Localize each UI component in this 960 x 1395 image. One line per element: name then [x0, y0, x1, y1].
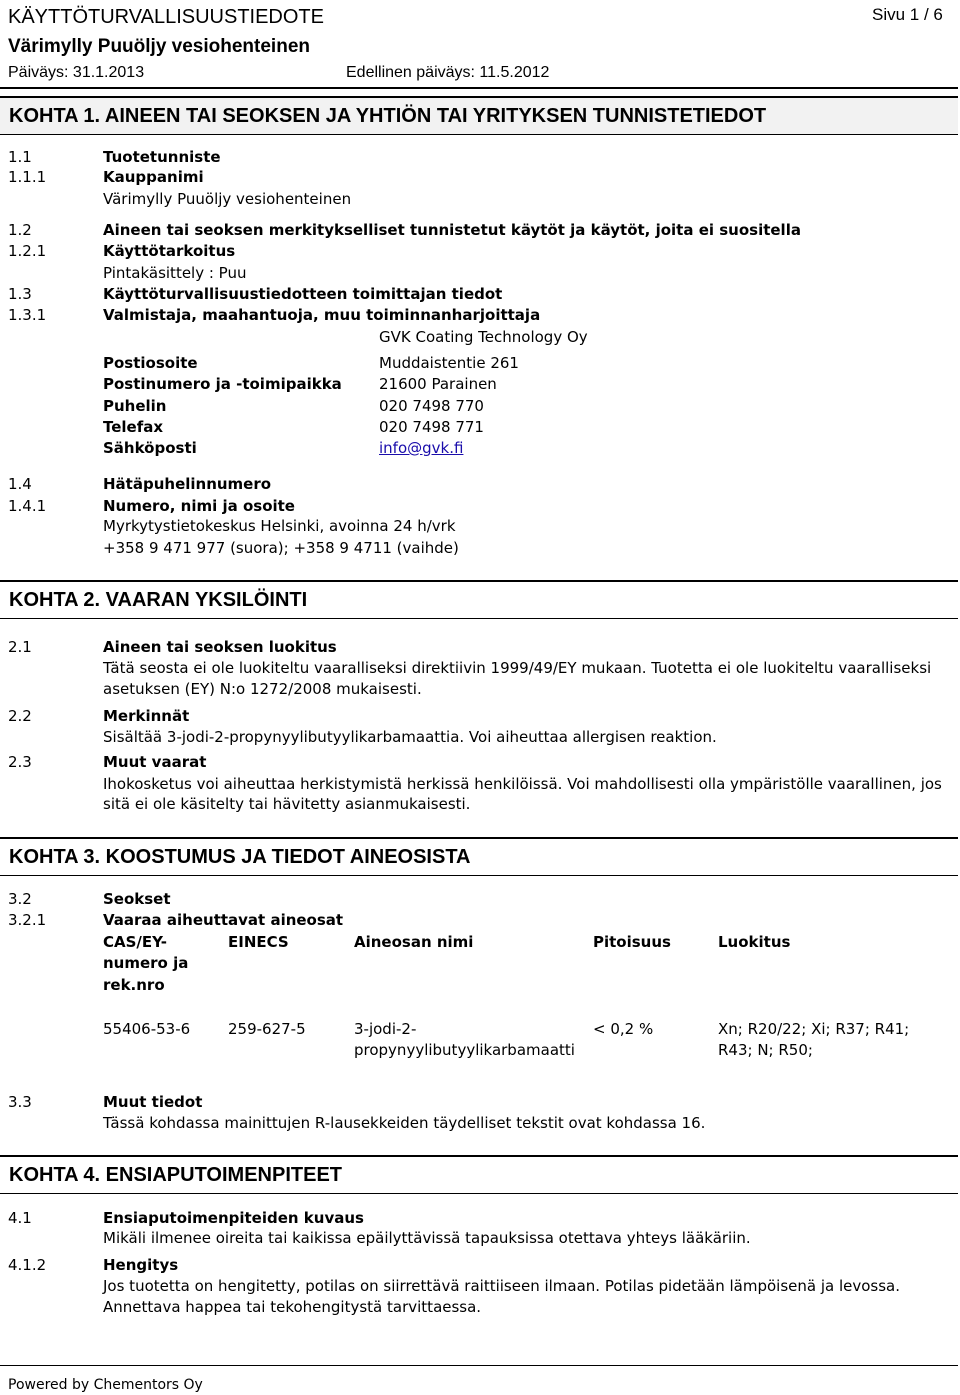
item-label: Seokset	[103, 890, 171, 908]
table-header-name: Aineosan nimi	[354, 933, 474, 951]
item-number: 1.1.1	[8, 168, 47, 186]
email-link[interactable]: info@gvk.fi	[379, 439, 464, 457]
item-number: 2.1	[8, 638, 32, 656]
item-number: 1.2.1	[8, 242, 47, 260]
item-label: Aineen tai seoksen merkitykselliset tunnistetut käytöt ja käytöt, joita ei suositella	[103, 221, 801, 239]
section-2-header	[0, 580, 958, 618]
item-label: Aineen tai seoksen luokitus	[103, 638, 337, 656]
table-header-classification: Luokitus	[718, 933, 791, 951]
item-label: Käyttöturvallisuustiedotteen toimittajan tiedot	[103, 285, 503, 303]
table-cell-einecs: 259-627-5	[228, 1020, 306, 1038]
table-cell-classification: Xn; R20/22; Xi; R37; R41;	[718, 1020, 910, 1038]
item-label: Valmistaja, maahantuoja, muu toiminnanharjoittaja	[103, 306, 541, 324]
footer-rule	[0, 1365, 958, 1366]
table-header-einecs: EINECS	[228, 933, 289, 951]
contact-label: Postiosoite	[103, 354, 198, 372]
table-header-concentration: Pitoisuus	[593, 933, 671, 951]
footer-text: Powered by Chementors Oy	[8, 1377, 203, 1393]
contact-value: 020 7498 771	[379, 418, 484, 436]
body-text: Ihokosketus voi aiheuttaa herkistymistä herkissä henkilöissä. Voi mahdollisesti olla ympäristölle vaarallinen, jos	[103, 775, 942, 793]
item-number: 1.3	[8, 285, 32, 303]
item-number: 2.3	[8, 753, 32, 771]
section-3-title: KOHTA 3. KOOSTUMUS JA TIEDOT AINEOSISTA	[9, 846, 471, 868]
body-text: Mikäli ilmenee oireita tai kaikissa epäilyttävissä tapauksissa otettava yhteys lääkäriin.	[103, 1229, 751, 1247]
header-rule	[0, 87, 958, 89]
contact-value: Muddaistentie 261	[379, 354, 519, 372]
section-1-rule	[0, 134, 958, 135]
table-cell-cas: 55406-53-6	[103, 1020, 191, 1038]
body-text: Sisältää 3-jodi-2-propynyylibutyylikarbamaattia. Voi aiheuttaa allergisen reaktion.	[103, 728, 717, 746]
issue-date: Päiväys: 31.1.2013	[8, 64, 145, 81]
item-label: Vaaraa aiheuttavat aineosat	[103, 911, 344, 929]
item-label: Ensiaputoimenpiteiden kuvaus	[103, 1209, 364, 1227]
section-4-rule	[0, 1193, 958, 1194]
item-number: 1.2	[8, 221, 32, 239]
section-1-header	[0, 96, 958, 134]
item-number: 3.2.1	[8, 911, 47, 929]
section-3-header	[0, 837, 958, 875]
item-number: 3.2	[8, 890, 32, 908]
item-label: Merkinnät	[103, 707, 190, 725]
body-text: Jos tuotetta on hengitetty, potilas on siirrettävä raittiiseen ilmaan. Potilas pidetään lämpöisenä ja levossa.	[103, 1277, 901, 1295]
trade-name-value: Värimylly Puuöljy vesiohenteinen	[103, 190, 352, 208]
use-value: Pintakäsittely : Puu	[103, 264, 247, 282]
table-cell-name: propynyylibutyylikarbamaatti	[354, 1041, 575, 1059]
item-number: 4.1.2	[8, 1256, 47, 1274]
table-cell-concentration: < 0,2 %	[593, 1020, 654, 1038]
page-indicator: Sivu 1 / 6	[872, 5, 943, 24]
item-number: 2.2	[8, 707, 32, 725]
section-2-rule	[0, 618, 958, 619]
product-name: Värimylly Puuöljy vesiohenteinen	[8, 36, 310, 57]
table-cell-classification: R43; N; R50;	[718, 1041, 813, 1059]
item-number: 1.4.1	[8, 497, 47, 515]
company-name: GVK Coating Technology Oy	[379, 328, 588, 346]
contact-label: Postinumero ja -toimipaikka	[103, 375, 342, 393]
body-text: sitä ei ole käsitelty tai hävitetty asianmukaisesti.	[103, 795, 471, 813]
section-4-title: KOHTA 4. ENSIAPUTOIMENPITEET	[9, 1164, 342, 1186]
emergency-line: +358 9 471 977 (suora); +358 9 4711 (vaihde)	[103, 539, 459, 557]
table-header-cas: rek.nro	[103, 976, 165, 994]
document-title: KÄYTTÖTURVALLISUUSTIEDOTE	[8, 6, 324, 28]
item-number: 1.3.1	[8, 306, 47, 324]
contact-value: 21600 Parainen	[379, 375, 497, 393]
item-number: 3.3	[8, 1093, 32, 1111]
item-number: 4.1	[8, 1209, 32, 1227]
item-label: Muut tiedot	[103, 1093, 203, 1111]
item-label: Hengitys	[103, 1256, 179, 1274]
section-4-header	[0, 1155, 958, 1193]
section-3-rule	[0, 875, 958, 876]
item-label: Tuotetunniste	[103, 148, 221, 166]
contact-label: Telefax	[103, 418, 164, 436]
body-text: asetuksen (EY) N:o 1272/2008 mukaisesti.	[103, 680, 422, 698]
body-text: Annettava happea tai tekohengitystä tarvittaessa.	[103, 1298, 482, 1316]
contact-value: 020 7498 770	[379, 397, 484, 415]
contact-label: Puhelin	[103, 397, 167, 415]
section-2-title: KOHTA 2. VAARAN YKSILÖINTI	[9, 589, 308, 611]
section-1-title: KOHTA 1. AINEEN TAI SEOKSEN JA YHTIÖN TAI YRITYKSEN TUNNISTETIEDOT	[9, 105, 767, 127]
previous-date: Edellinen päiväys: 11.5.2012	[346, 64, 550, 81]
table-header-cas: numero ja	[103, 954, 189, 972]
item-label: Kauppanimi	[103, 168, 204, 186]
item-number: 1.4	[8, 475, 32, 493]
item-label: Hätäpuhelinnumero	[103, 475, 272, 493]
item-label: Numero, nimi ja osoite	[103, 497, 295, 515]
item-number: 1.1	[8, 148, 32, 166]
table-cell-name: 3-jodi-2-	[354, 1020, 417, 1038]
table-header-cas: CAS/EY-	[103, 933, 168, 951]
body-text: Tätä seosta ei ole luokiteltu vaaralliseksi direktiivin 1999/49/EY mukaan. Tuotetta ei ole luokiteltu vaaralliseksi	[103, 659, 932, 677]
contact-label: Sähköposti	[103, 439, 197, 457]
item-label: Käyttötarkoitus	[103, 242, 236, 260]
emergency-line: Myrkytystietokeskus Helsinki, avoinna 24 h/vrk	[103, 517, 456, 535]
item-label: Muut vaarat	[103, 753, 207, 771]
body-text: Tässä kohdassa mainittujen R-lausekkeiden täydelliset tekstit ovat kohdassa 16.	[103, 1114, 706, 1132]
